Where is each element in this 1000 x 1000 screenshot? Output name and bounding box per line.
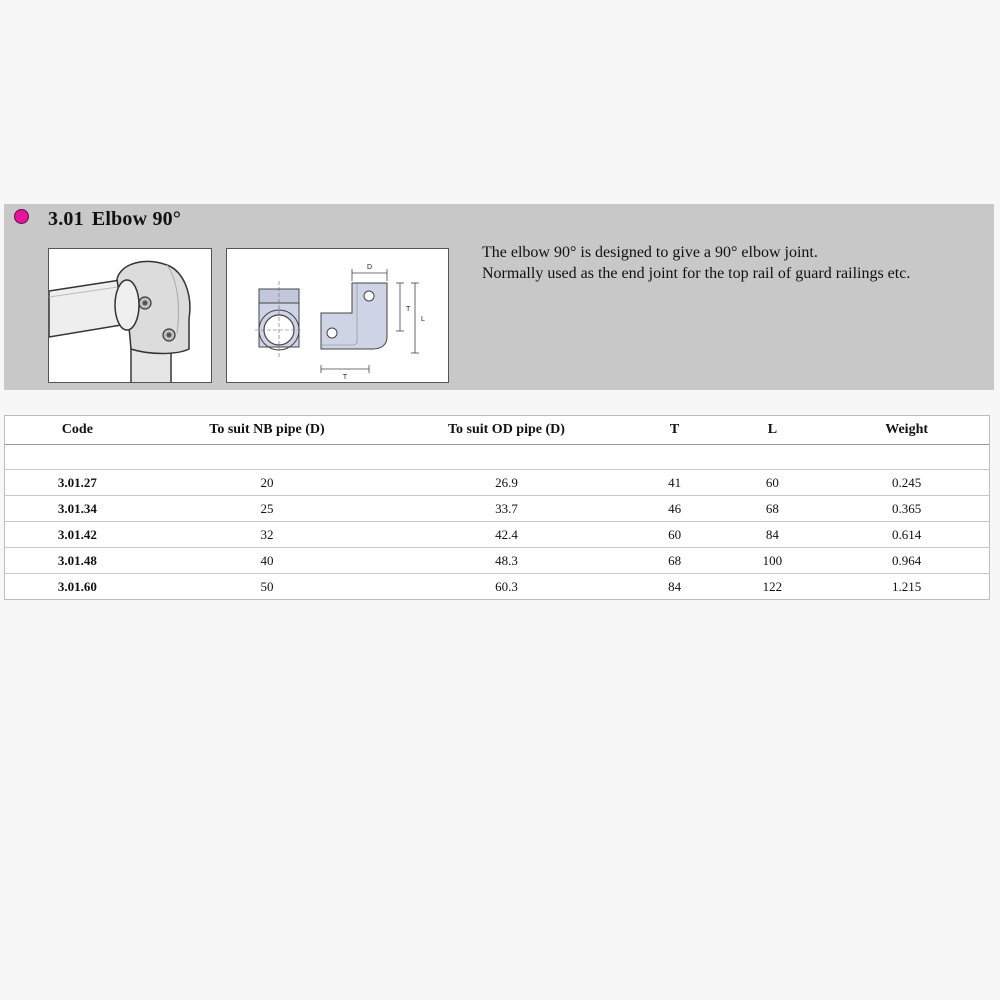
technical-drawing xyxy=(226,248,449,383)
drawing-label-l: L xyxy=(421,316,425,323)
cell-nb: 32 xyxy=(150,522,384,548)
cell-od: 33.7 xyxy=(384,496,628,522)
drawing-label-d: D xyxy=(366,264,373,271)
cell-od: 60.3 xyxy=(495,578,518,594)
cell-l: 60 xyxy=(720,470,824,496)
cell-code: 3.01.60 xyxy=(57,578,97,594)
header-l: L xyxy=(720,416,824,445)
table-row xyxy=(5,574,989,600)
spec-table xyxy=(5,416,989,599)
table-row xyxy=(5,470,989,496)
header-od-pipe: To suit OD pipe (D) xyxy=(384,416,628,445)
product-name: Elbow 90° xyxy=(91,208,182,230)
cell-od: 48.3 xyxy=(384,548,628,574)
cell-nb: 25 xyxy=(150,496,384,522)
elbow-drawing-icon xyxy=(227,249,448,382)
cell-weight: 0.964 xyxy=(824,548,989,574)
cell-weight: 0.365 xyxy=(824,496,989,522)
cell-l: 68 xyxy=(720,496,824,522)
product-code: 3.01 xyxy=(48,208,84,230)
cell-t: 60 xyxy=(629,522,721,548)
cell-l: 100 xyxy=(720,548,824,574)
cell-t: 68 xyxy=(629,548,721,574)
table-row xyxy=(5,522,989,548)
cell-nb: 50 xyxy=(260,578,274,594)
header-t: T xyxy=(629,416,721,445)
drawing-label-t-horizontal: T xyxy=(342,374,348,381)
header-weight: Weight xyxy=(824,416,989,445)
cell-t: 41 xyxy=(629,470,721,496)
table-row xyxy=(5,496,989,522)
cell-t: 84 xyxy=(668,578,682,594)
cell-weight: 0.614 xyxy=(824,522,989,548)
cell-od: 26.9 xyxy=(384,470,628,496)
cell-t: 46 xyxy=(629,496,721,522)
cell-l: 122 xyxy=(762,578,783,594)
header-code: Code xyxy=(5,416,150,445)
cell-code: 3.01.48 xyxy=(5,548,150,574)
elbow-photo-icon xyxy=(49,249,211,382)
cell-code: 3.01.27 xyxy=(5,470,150,496)
cell-l: 84 xyxy=(720,522,824,548)
table-spacer-row xyxy=(5,445,989,470)
product-description xyxy=(482,242,910,284)
cell-nb: 20 xyxy=(150,470,384,496)
product-title xyxy=(48,208,181,231)
spec-table-container xyxy=(4,415,990,600)
product-bullet-icon xyxy=(14,209,29,224)
cell-weight: 1.215 xyxy=(892,578,922,594)
description-line-1: The elbow 90° is designed to give a 90° elbow joint. xyxy=(482,244,818,261)
cell-code: 3.01.34 xyxy=(5,496,150,522)
cell-nb: 40 xyxy=(150,548,384,574)
cell-code: 3.01.42 xyxy=(5,522,150,548)
cell-weight: 0.245 xyxy=(824,470,989,496)
table-row xyxy=(5,548,989,574)
cell-od: 42.4 xyxy=(384,522,628,548)
description-line-2: Normally used as the end joint for the top rail of guard railings etc. xyxy=(482,265,911,282)
table-header-row xyxy=(5,416,989,445)
header-nb-pipe: To suit NB pipe (D) xyxy=(150,416,384,445)
drawing-label-t-vertical: T xyxy=(406,306,411,313)
product-photo xyxy=(48,248,212,383)
